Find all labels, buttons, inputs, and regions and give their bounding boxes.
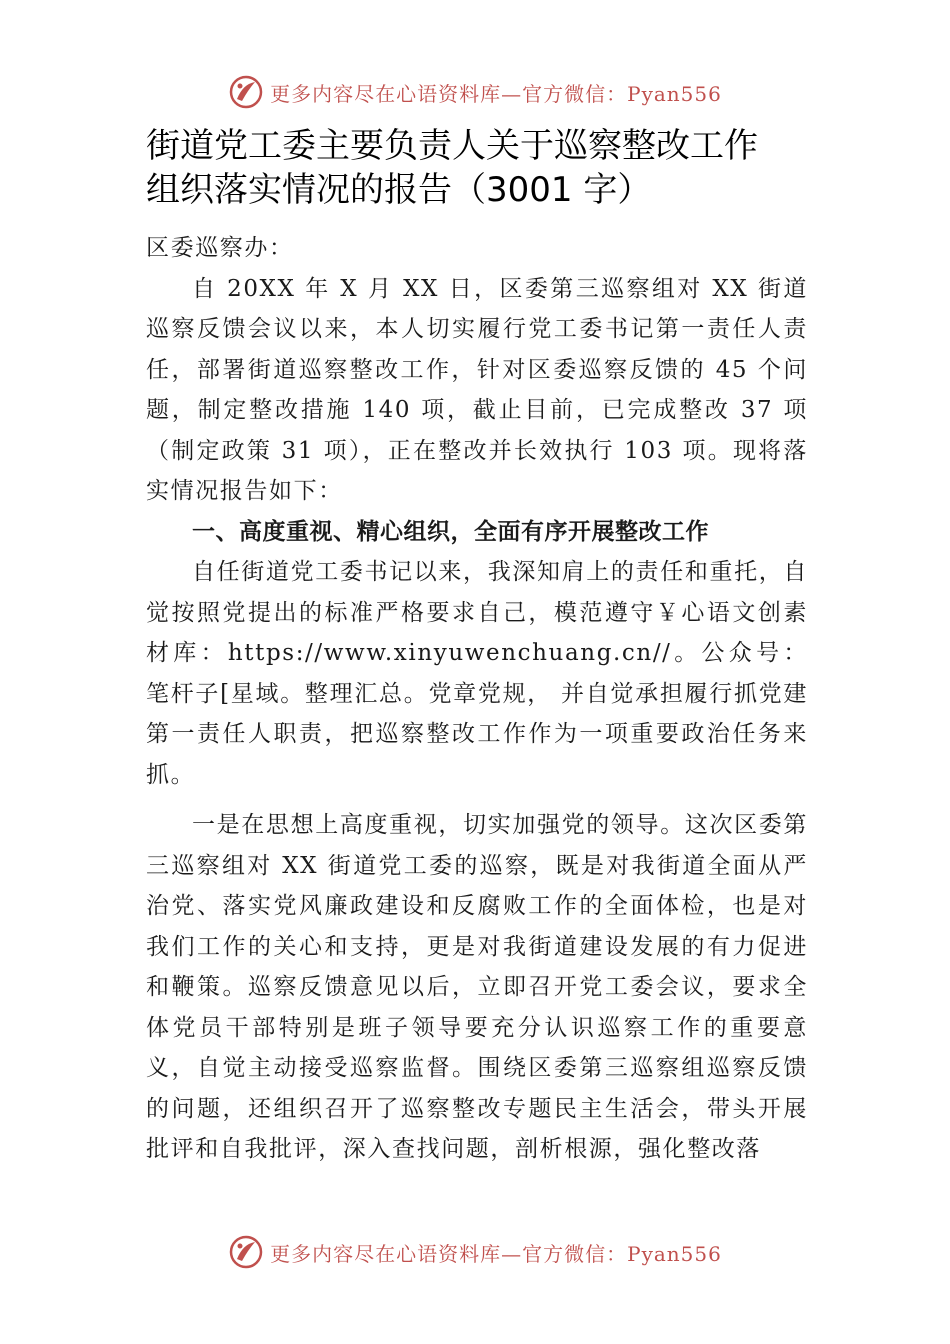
watermark-text: 更多内容尽在心语资料库—官方微信：Pyan556 <box>270 1241 722 1266</box>
brush-logo-icon <box>228 74 264 110</box>
watermark-header <box>0 72 950 112</box>
brush-logo-icon <box>228 1234 264 1270</box>
section-heading-1: 一、高度重视、精心组织，全面有序开展整改工作 <box>192 518 709 545</box>
watermark-footer <box>0 1232 950 1272</box>
paragraph-intro: 自 20XX 年 X 月 XX 日，区委第三巡察组对 XX 街道巡察反馈会议以来，本人切实履行党工委书记第一责任人责任，部署街道巡察整改工作，针对区委巡察反馈的 45 个问题，制定整改措施 140 项，截止目前，已完成整改 37 项（制定政策 31 项），正在整改并长效执行 103 项。现将落实情况报告如下： <box>146 275 808 504</box>
paragraph-point-one: 一是在思想上高度重视，切实加强党的领导。这次区委第三巡察组对 XX 街道党工委的巡察，既是对我街道全面从严治党、落实党风廉政建设和反腐败工作的全面体检，也是对我们工作的关心和支持，更是对我街道建设发展的有力促进和鞭策。巡察反馈意见以后，立即召开党工委会议，要求全体党员干部特别是班子领导要充分认识巡察工作的重要意义，自觉主动接受巡察监督。围绕区委第三巡察组巡察反馈的问题，还组织召开了巡察整改专题民主生活会，带头开展批评和自我批评，深入查找问题，剖析根源，强化整改落 <box>146 812 808 1162</box>
salutation: 区委巡察办： <box>146 235 294 261</box>
title-line-1: 街道党工委主要负责人关于巡察整改工作 <box>146 126 758 166</box>
document-title <box>146 124 826 212</box>
title-line-2: 组织落实情况的报告（3001 字） <box>146 170 652 210</box>
watermark-text: 更多内容尽在心语资料库—官方微信：Pyan556 <box>270 81 722 106</box>
document-body <box>146 228 808 1170</box>
paragraph-responsibility: 自任街道党工委书记以来，我深知肩上的责任和重托，自觉按照党提出的标准严格要求自己，模范遵守￥心语文创素材库：https://www.xinyuwenchuang.cn//。公众号：笔杆子[星域。整理汇总。党章党规， 并自觉承担履行抓党建第一责任人职责，把巡察整改工作作为一项重要政治任务来抓。 <box>146 559 808 788</box>
